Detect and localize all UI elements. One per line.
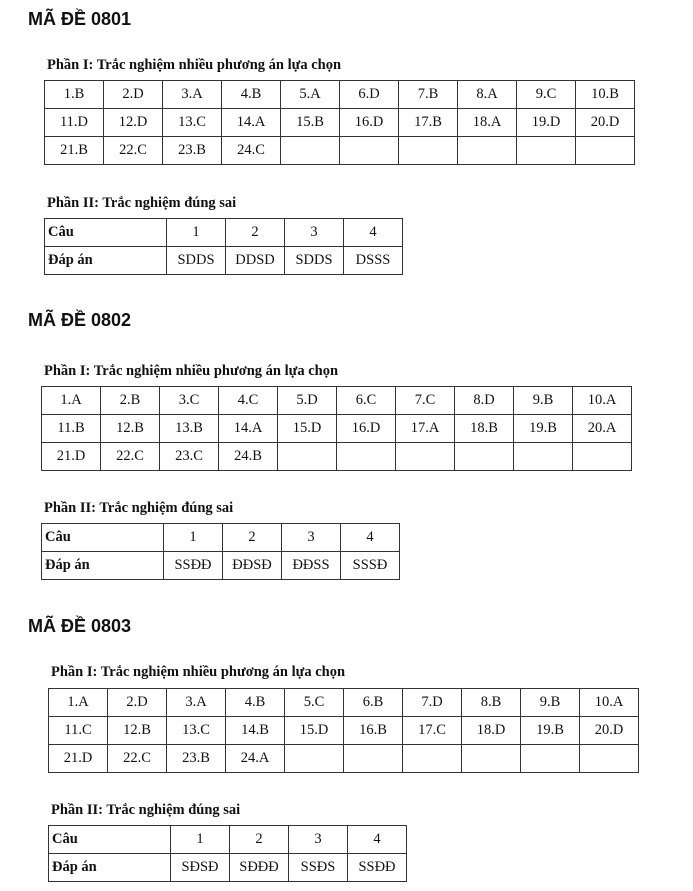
answer-cell	[396, 443, 455, 471]
answer-cell: 21.B	[45, 137, 104, 165]
answer-cell: 20.A	[573, 415, 632, 443]
answer-cell: DSSS	[344, 247, 403, 275]
answer-cell	[517, 137, 576, 165]
answer-cell: 11.B	[42, 415, 101, 443]
answer-cell	[337, 443, 396, 471]
answer-cell: 16.B	[344, 717, 403, 745]
table-row	[49, 826, 407, 854]
answer-cell: 20.D	[580, 717, 639, 745]
part1-title: Phần I: Trắc nghiệm nhiều phương án lựa chọn	[44, 363, 339, 379]
table-row	[42, 552, 400, 580]
question-number: 1	[167, 219, 226, 247]
table-row	[45, 109, 635, 137]
answer-cell: 21.D	[42, 443, 101, 471]
answer-cell: 3.C	[160, 387, 219, 415]
answer-label: Đáp án	[49, 854, 171, 882]
question-number: 1	[171, 826, 230, 854]
question-number: 3	[282, 524, 341, 552]
answer-cell: 9.B	[514, 387, 573, 415]
answer-cell: 7.C	[396, 387, 455, 415]
answer-cell: 6.B	[344, 689, 403, 717]
question-label: Câu	[45, 219, 167, 247]
part1-title: Phần I: Trắc nghiệm nhiều phương án lựa chọn	[47, 57, 342, 73]
answer-cell: ĐĐSĐ	[223, 552, 282, 580]
question-label: Câu	[49, 826, 171, 854]
part1-answer-table	[41, 386, 632, 471]
answer-cell: 16.D	[340, 109, 399, 137]
question-number: 2	[223, 524, 282, 552]
answer-cell	[573, 443, 632, 471]
part1-answer-table	[44, 80, 635, 165]
table-row	[49, 854, 407, 882]
answer-cell: 24.B	[219, 443, 278, 471]
answer-cell: 15.B	[281, 109, 340, 137]
part1-answer-table	[48, 688, 639, 773]
answer-cell	[462, 745, 521, 773]
answer-cell: 6.C	[337, 387, 396, 415]
answer-cell: 2.B	[101, 387, 160, 415]
answer-cell: 23.B	[163, 137, 222, 165]
answer-cell: 13.C	[163, 109, 222, 137]
answer-cell: 8.B	[462, 689, 521, 717]
answer-cell: 3.A	[167, 689, 226, 717]
answer-cell: 6.D	[340, 81, 399, 109]
table-row	[42, 387, 632, 415]
table-row	[49, 689, 639, 717]
answer-cell: 10.B	[576, 81, 635, 109]
answer-cell: 3.A	[163, 81, 222, 109]
answer-cell: 11.D	[45, 109, 104, 137]
answer-cell	[278, 443, 337, 471]
answer-cell: SSĐS	[289, 854, 348, 882]
answer-cell	[455, 443, 514, 471]
answer-cell: 18.D	[462, 717, 521, 745]
answer-cell: 1.B	[45, 81, 104, 109]
answer-cell	[344, 745, 403, 773]
answer-cell: 17.C	[403, 717, 462, 745]
answer-label: Đáp án	[42, 552, 164, 580]
question-number: 4	[348, 826, 407, 854]
answer-cell: 21.D	[49, 745, 108, 773]
answer-cell: 23.B	[167, 745, 226, 773]
question-number: 2	[230, 826, 289, 854]
answer-cell: 14.A	[222, 109, 281, 137]
answer-cell: SĐĐĐ	[230, 854, 289, 882]
part2-title: Phần II: Trắc nghiệm đúng sai	[47, 195, 237, 211]
table-row	[45, 81, 635, 109]
answer-cell: 7.D	[403, 689, 462, 717]
answer-cell	[576, 137, 635, 165]
answer-cell: 9.C	[517, 81, 576, 109]
answer-cell: 17.B	[399, 109, 458, 137]
table-row	[42, 415, 632, 443]
answer-cell: 20.D	[576, 109, 635, 137]
answer-cell: DDSD	[226, 247, 285, 275]
answer-cell: ĐĐSS	[282, 552, 341, 580]
answer-cell: 2.D	[104, 81, 163, 109]
answer-cell: 17.A	[396, 415, 455, 443]
answer-cell: 19.B	[521, 717, 580, 745]
part2-answer-table	[44, 218, 403, 275]
table-row	[49, 717, 639, 745]
answer-cell: 12.B	[101, 415, 160, 443]
answer-cell	[399, 137, 458, 165]
part2-answer-table	[41, 523, 400, 580]
answer-cell	[514, 443, 573, 471]
answer-cell: 4.B	[222, 81, 281, 109]
answer-cell	[521, 745, 580, 773]
table-row	[42, 443, 632, 471]
answer-cell: SSĐĐ	[348, 854, 407, 882]
answer-cell: 7.B	[399, 81, 458, 109]
answer-cell: 18.A	[458, 109, 517, 137]
answer-cell: 22.C	[104, 137, 163, 165]
answer-cell: 24.C	[222, 137, 281, 165]
answer-cell: 13.C	[167, 717, 226, 745]
answer-cell: 10.A	[580, 689, 639, 717]
answer-cell: 24.A	[226, 745, 285, 773]
answer-cell: 14.A	[219, 415, 278, 443]
exam-code-title: MÃ ĐỀ 0801	[28, 9, 132, 29]
question-number: 3	[285, 219, 344, 247]
answer-cell: 15.D	[278, 415, 337, 443]
answer-cell: 8.A	[458, 81, 517, 109]
table-row	[45, 219, 403, 247]
table-row	[45, 137, 635, 165]
part2-title: Phần II: Trắc nghiệm đúng sai	[51, 802, 241, 818]
question-label: Câu	[42, 524, 164, 552]
question-number: 3	[289, 826, 348, 854]
answer-cell: 22.C	[101, 443, 160, 471]
exam-code-title: MÃ ĐỀ 0803	[28, 616, 132, 636]
question-number: 2	[226, 219, 285, 247]
answer-cell: 9.B	[521, 689, 580, 717]
answer-cell: 14.B	[226, 717, 285, 745]
answer-cell: 2.D	[108, 689, 167, 717]
answer-cell: SSĐĐ	[164, 552, 223, 580]
answer-cell: 12.D	[104, 109, 163, 137]
answer-cell: 16.D	[337, 415, 396, 443]
answer-cell: 5.A	[281, 81, 340, 109]
answer-cell: SDDS	[285, 247, 344, 275]
answer-cell: SĐSĐ	[171, 854, 230, 882]
answer-cell: 4.C	[219, 387, 278, 415]
answer-cell: SSSĐ	[341, 552, 400, 580]
part2-answer-table	[48, 825, 407, 882]
question-number: 4	[344, 219, 403, 247]
answer-cell: 8.D	[455, 387, 514, 415]
table-row	[42, 524, 400, 552]
answer-cell	[285, 745, 344, 773]
answer-cell: 19.D	[517, 109, 576, 137]
answer-cell: 12.B	[108, 717, 167, 745]
question-number: 1	[164, 524, 223, 552]
answer-cell: 5.C	[285, 689, 344, 717]
answer-cell: 5.D	[278, 387, 337, 415]
answer-cell	[580, 745, 639, 773]
answer-cell: 10.A	[573, 387, 632, 415]
table-row	[49, 745, 639, 773]
answer-cell: SDDS	[167, 247, 226, 275]
answer-cell: 22.C	[108, 745, 167, 773]
exam-code-title: MÃ ĐỀ 0802	[28, 310, 132, 330]
part1-title: Phần I: Trắc nghiệm nhiều phương án lựa chọn	[51, 664, 346, 680]
answer-cell: 18.B	[455, 415, 514, 443]
answer-cell: 23.C	[160, 443, 219, 471]
answer-cell: 11.C	[49, 717, 108, 745]
answer-cell: 15.D	[285, 717, 344, 745]
answer-cell: 1.A	[49, 689, 108, 717]
answer-cell	[458, 137, 517, 165]
table-row	[45, 247, 403, 275]
question-number: 4	[341, 524, 400, 552]
answer-cell	[281, 137, 340, 165]
part2-title: Phần II: Trắc nghiệm đúng sai	[44, 500, 234, 516]
answer-label: Đáp án	[45, 247, 167, 275]
answer-cell	[340, 137, 399, 165]
answer-cell: 4.B	[226, 689, 285, 717]
answer-cell: 13.B	[160, 415, 219, 443]
answer-cell: 19.B	[514, 415, 573, 443]
answer-cell: 1.A	[42, 387, 101, 415]
answer-cell	[403, 745, 462, 773]
